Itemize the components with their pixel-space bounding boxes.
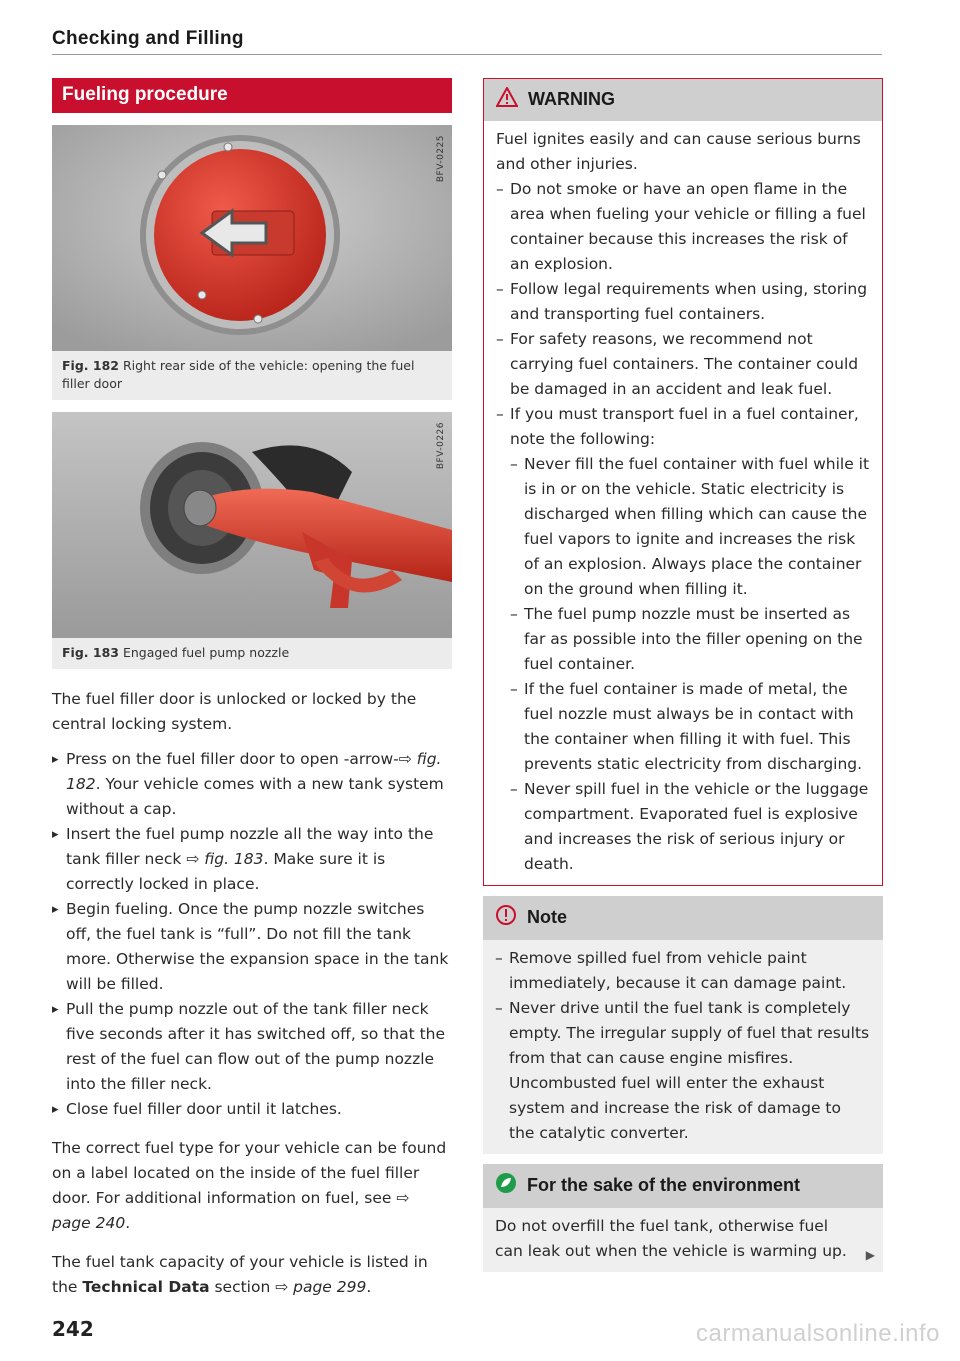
page-reference-link[interactable]: ⇨ page 240 [52, 1189, 410, 1232]
page-number: 242 [52, 1317, 94, 1341]
warning-item: – Do not smoke or have an open flame in the area when fueling your vehicle or filling a fuel container because this increases the risk of an explosion. [496, 177, 870, 277]
environment-title: For the sake of the environment [527, 1175, 801, 1195]
capacity-text: The fuel tank capacity of your vehicle is listed in the [52, 1253, 428, 1296]
step-item [52, 997, 452, 1097]
note-title: Note [527, 907, 567, 927]
figure-182 [52, 125, 452, 400]
left-column [52, 78, 452, 1300]
note-item: – Never drive until the fuel tank is completely empty. The irregular supply of fuel that results from that can cause engine misfires. Uncombusted fuel will enter the exhaust system and increase the risk of damage to the catalytic converter. [495, 996, 871, 1146]
environment-body [483, 1208, 883, 1272]
step-item [52, 822, 452, 897]
warning-item: – For safety reasons, we recommend not carrying fuel containers. The container could be damaged in an accident and leak fuel. [496, 327, 870, 402]
capacity-text-middle: section [209, 1278, 276, 1296]
warning-subitem: – Never spill fuel in the vehicle or the luggage compartment. Evaporated fuel is explosive and increases the risk of serious injury or death. [510, 777, 870, 877]
right-column [483, 78, 883, 1272]
note-box [483, 896, 883, 1154]
warning-item: – Follow legal requirements when using, storing and transporting fuel containers. [496, 277, 870, 327]
step-text-continued: . Your vehicle comes with a new tank system without a cap. [66, 775, 444, 818]
warning-box [483, 78, 883, 886]
capacity-text-end: . [366, 1278, 372, 1296]
continue-arrow-icon: ▶ [865, 1248, 875, 1262]
warning-header [484, 79, 882, 121]
info-circle-icon [495, 904, 517, 931]
environment-box [483, 1164, 883, 1272]
note-header [483, 896, 883, 940]
figure-reference-link[interactable]: ⇨ fig. 182 [66, 750, 442, 793]
technical-data-label: Technical Data [82, 1278, 210, 1296]
fuel-door-illustration [52, 125, 452, 351]
figure-code: BFV-0225 [436, 135, 446, 183]
step-item [52, 1097, 452, 1122]
step-item [52, 747, 452, 822]
warning-subitem: – Never fill the fuel container with fuel while it is in or on the vehicle. Static electricity is discharged when filling which can cause the fuel vapors to ignite and increases the risk of an explosion. Always place the container on the ground when filling it. [510, 452, 870, 602]
warning-item-text: If you must transport fuel in a fuel container, note the following: [510, 405, 859, 448]
warning-intro: Fuel ignites easily and can cause serious burns and other injuries. [496, 130, 861, 173]
figure-label: Fig. 183 [62, 645, 119, 660]
figure-code: BFV-0226 [436, 422, 446, 470]
figure-caption [52, 351, 452, 400]
step-text: Press on the fuel filler door to open -arrow- [66, 750, 399, 768]
figure-183 [52, 412, 452, 669]
watermark: carmanualsonline.info [696, 1320, 940, 1347]
note-body [483, 940, 883, 1154]
figure-label: Fig. 182 [62, 358, 119, 373]
figure-reference-link[interactable]: ⇨ fig. 183 [186, 850, 264, 868]
warning-subitem: – The fuel pump nozzle must be inserted as far as possible into the filler opening on the fuel container. [510, 602, 870, 677]
environment-header [483, 1164, 883, 1208]
warning-triangle-icon [496, 87, 518, 112]
page-header-title: Checking and Filling [52, 28, 244, 49]
step-list [52, 747, 452, 1122]
figure-caption-text: Right rear side of the vehicle: opening the fuel filler door [62, 358, 415, 391]
warning-subitem: – If the fuel container is made of metal, the fuel nozzle must always be in contact with the container when filling it with fuel. This prevents static electricity from discharging. [510, 677, 870, 777]
leaf-icon [495, 1172, 517, 1199]
fuel-type-text-end: . [125, 1214, 131, 1232]
fuel-door-image [52, 125, 452, 351]
note-item: – Remove spilled fuel from vehicle paint immediately, because it can damage paint. [495, 946, 871, 996]
warning-list [496, 177, 870, 877]
warning-item [496, 402, 870, 877]
page-reference-link[interactable]: ⇨ page 299 [275, 1278, 367, 1296]
fuel-type-text: The correct fuel type for your vehicle can be found on a label located on the inside of the fuel filler door. For additional information on fuel, see [52, 1139, 447, 1207]
fuel-nozzle-image [52, 412, 452, 638]
environment-text: Do not overfill the fuel tank, otherwise fuel can leak out when the vehicle is warming up. [495, 1217, 847, 1260]
header-divider [52, 54, 882, 55]
step-text: Pull the pump nozzle out of the tank filler neck five seconds after it has switched off, so that the rest of the fuel can flow out of the pump nozzle into the filler neck. [66, 1000, 446, 1093]
note-list [495, 946, 871, 1146]
step-text: Begin fueling. Once the pump nozzle switches off, the fuel tank is “full”. Do not fill the tank more. Otherwise the expansion space in the tank will be filled. [66, 900, 449, 993]
warning-body [484, 121, 882, 885]
step-item [52, 897, 452, 997]
figure-caption [52, 638, 452, 669]
warning-sublist [510, 452, 870, 877]
step-text: Insert the fuel pump nozzle all the way into the tank filler neck [66, 825, 434, 868]
fuel-type-paragraph [52, 1136, 452, 1236]
step-text: Close fuel filler door until it latches. [66, 1100, 342, 1118]
intro-paragraph: The fuel filler door is unlocked or locked by the central locking system. [52, 690, 417, 733]
fuel-nozzle-illustration [52, 412, 452, 638]
figure-caption-text: Engaged fuel pump nozzle [122, 645, 290, 660]
step-text-continued: . Make sure it is correctly locked in place. [66, 850, 386, 893]
warning-title: WARNING [528, 89, 615, 109]
capacity-paragraph [52, 1250, 452, 1300]
section-title: Fueling procedure [52, 78, 452, 113]
